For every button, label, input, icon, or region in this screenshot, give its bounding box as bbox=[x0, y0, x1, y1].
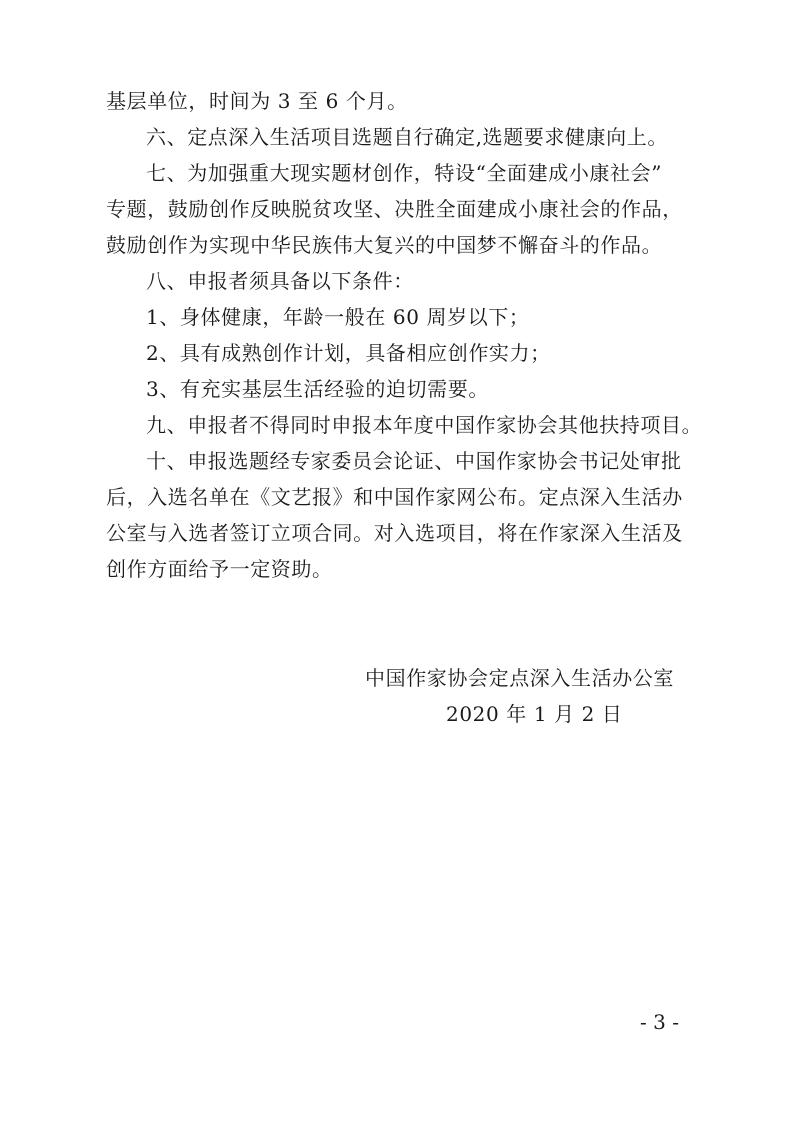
paragraph-line-14: 创作方面给予一定资助。 bbox=[106, 557, 333, 581]
signature-organization: 中国作家协会定点深入生活办公室 bbox=[365, 666, 674, 690]
paragraph-line-12: 后，入选名单在《文艺报》和中国作家网公布。定点深入生活办 bbox=[106, 485, 683, 509]
paragraph-line-4: 专题，鼓励创作反映脱贫攻坚、决胜全面建成小康社会的作品， bbox=[106, 197, 683, 221]
signature-date: 2020 年 1 月 2 日 bbox=[446, 702, 623, 726]
paragraph-line-13: 公室与入选者签订立项合同。对入选项目，将在作家深入生活及 bbox=[106, 521, 683, 545]
paragraph-line-5: 鼓励创作为实现中华民族伟大复兴的中国梦不懈奋斗的作品。 bbox=[106, 233, 663, 257]
paragraph-line-11: 十、申报选题经专家委员会论证、中国作家协会书记处审批 bbox=[146, 449, 682, 473]
paragraph-line-9: 3、有充实基层生活经验的迫切需要。 bbox=[146, 377, 489, 401]
paragraph-line-7: 1、身体健康，年龄一般在 60 周岁以下； bbox=[146, 305, 530, 329]
paragraph-line-1: 基层单位，时间为 3 至 6 个月。 bbox=[106, 89, 408, 113]
page-number: - 3 - bbox=[640, 1010, 679, 1034]
paragraph-line-8: 2、具有成熟创作计划，具备相应创作实力； bbox=[146, 341, 551, 365]
paragraph-line-2: 六、定点深入生活项目选题自行确定,选题要求健康向上。 bbox=[146, 125, 668, 149]
paragraph-line-3: 七、为加强重大现实题材创作，特设“全面建成小康社会” bbox=[146, 161, 663, 185]
paragraph-line-6: 八、申报者须具备以下条件： bbox=[146, 269, 414, 293]
paragraph-line-10: 九、申报者不得同时申报本年度中国作家协会其他扶持项目。 bbox=[146, 413, 703, 437]
